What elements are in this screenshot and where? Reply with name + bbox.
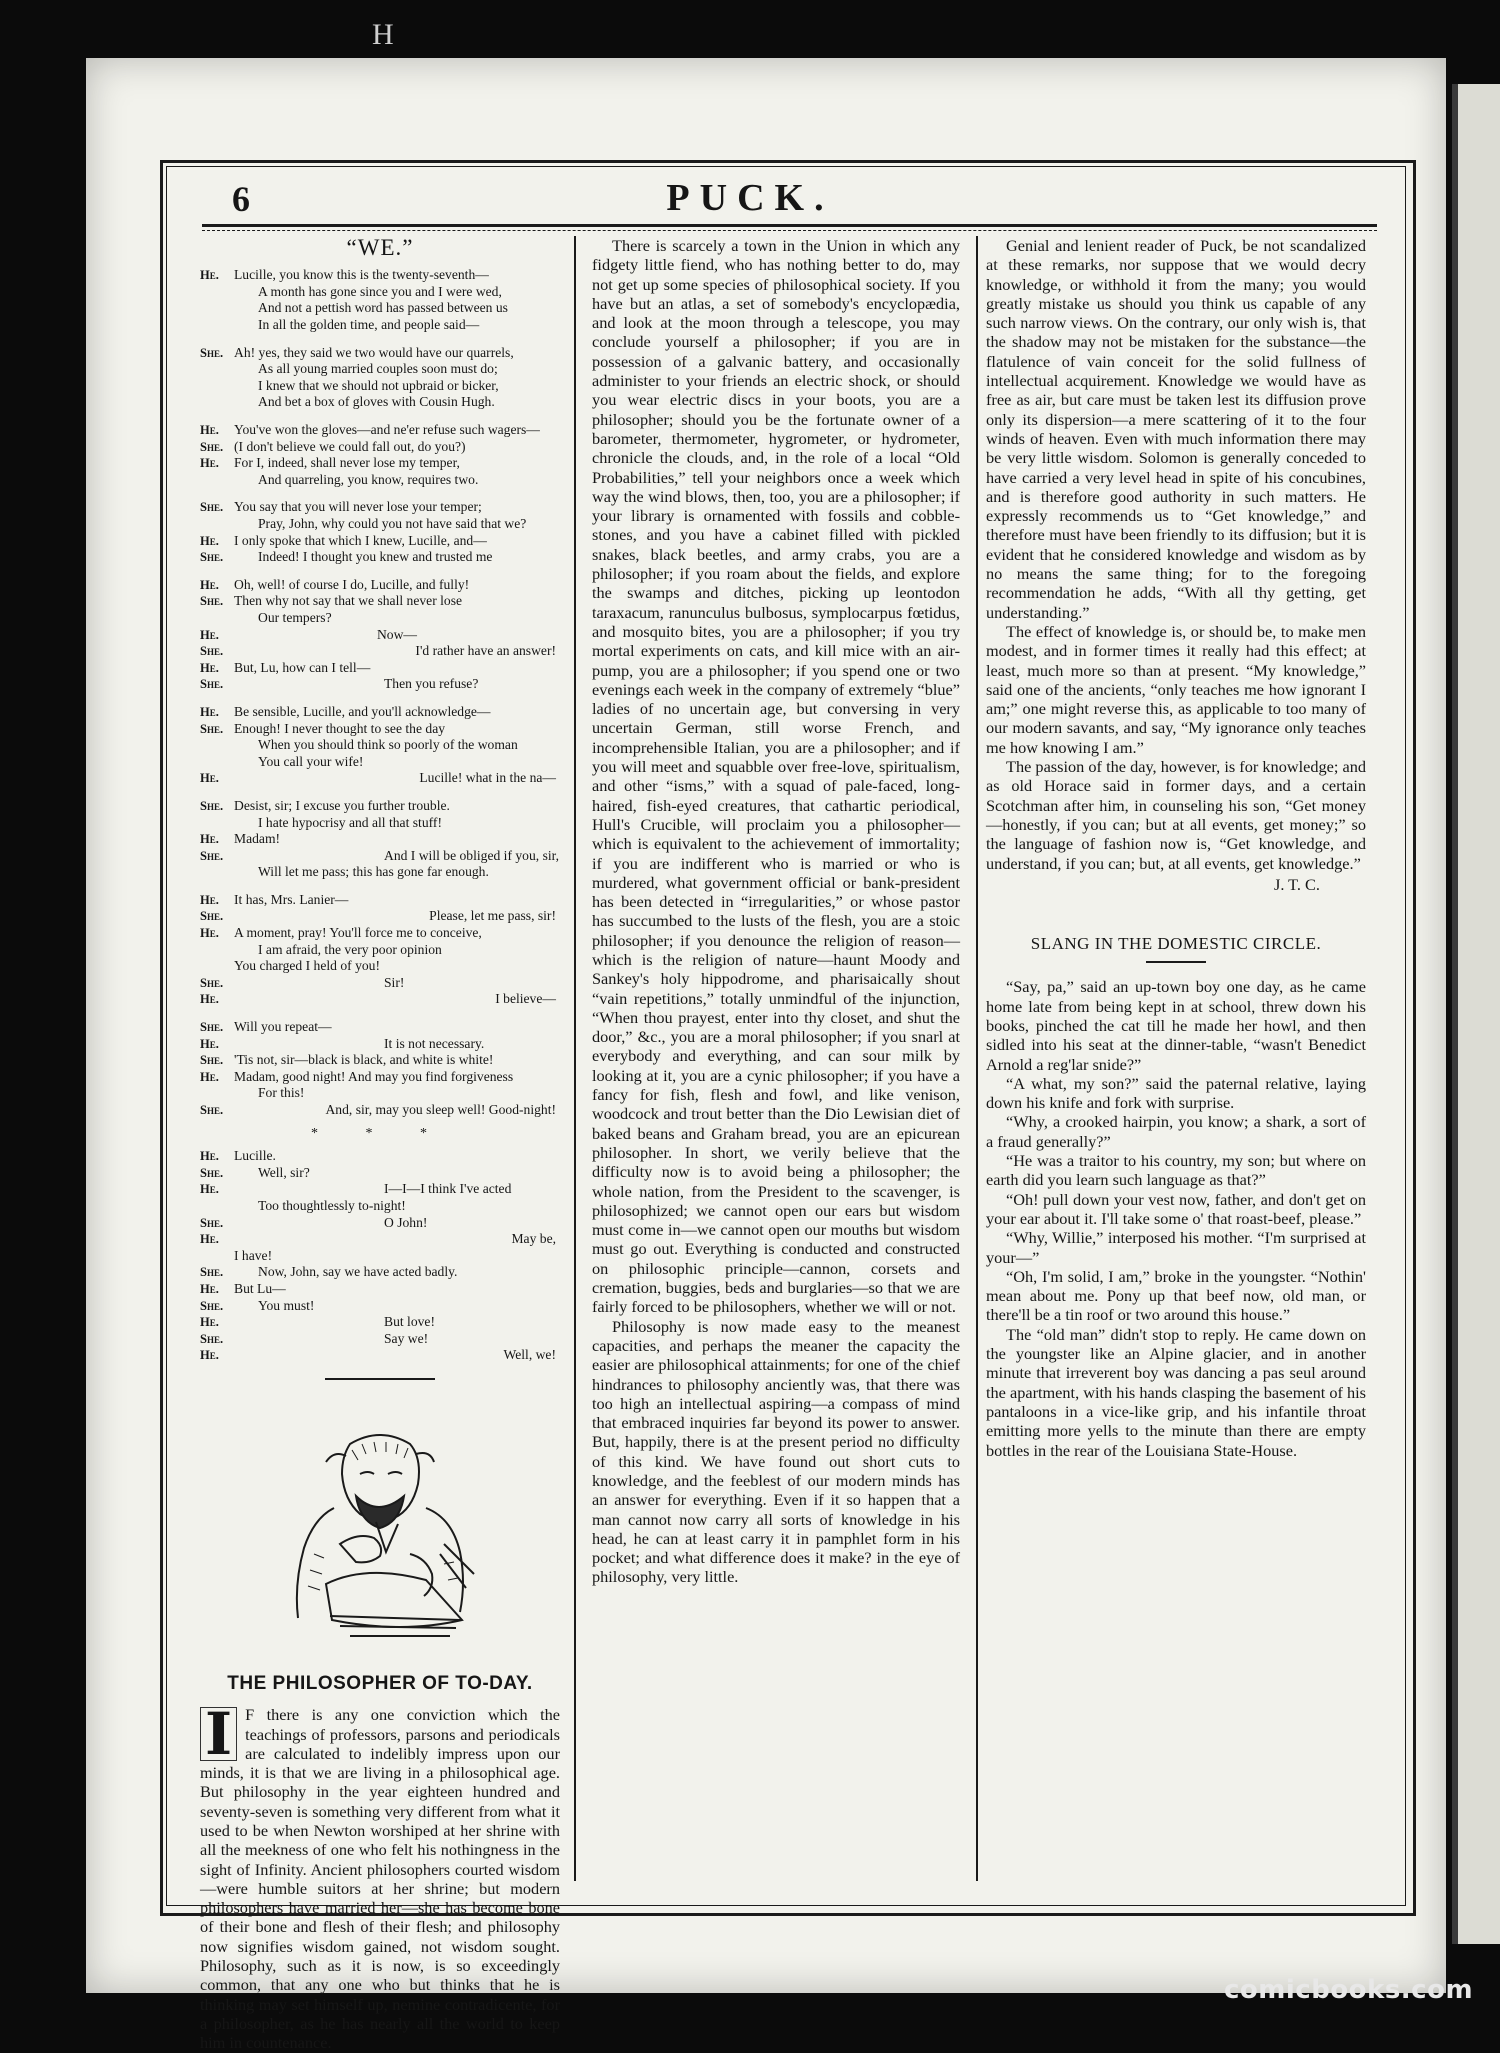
speaker-label: She.: [200, 1053, 224, 1068]
speaker-label: [200, 610, 234, 627]
poem-line: [200, 815, 560, 832]
drop-cap: I: [200, 1707, 237, 1761]
slang-paragraph: “He was a traitor to his country, my son; but where on earth did you learn such language as that?”: [986, 1151, 1366, 1190]
page-number: 6: [232, 179, 250, 219]
poem-line-text: A moment, pray! You'll force me to conceive,: [234, 925, 482, 941]
slang-paragraph: The “old man” didn't stop to reply. He came down on the youngster like an Alpine glacier, and in another minute that irreverent boy was dancing a pas seul around the apartment, with his hands clasping the basement of his pantaloons in a vice-like grip, and his infantile throat emitting more yells to the minute than there are empty bottles in the rear of the Louisiana State-House.: [986, 1324, 1366, 1460]
poem-line: [200, 1298, 560, 1315]
poem-line: [200, 958, 560, 975]
poem-line: [200, 378, 560, 395]
poem-line-text: Now—: [376, 626, 418, 642]
column-3: [986, 236, 1366, 1460]
separator-rule: [325, 1378, 435, 1380]
poem-line: [200, 1165, 560, 1182]
poem-title: “WE.”: [346, 235, 414, 260]
speaker-label: She.: [200, 975, 224, 990]
poem-line: [200, 394, 560, 411]
speaker-label: She.: [200, 1103, 224, 1118]
poem-line: [200, 1036, 560, 1053]
poem-line: [200, 1085, 560, 1102]
poem-line-text: For I, indeed, shall never lose my temper,: [234, 455, 460, 471]
poem-line: [200, 516, 560, 533]
poem-line-text: It is not necessary.: [384, 1035, 485, 1051]
column-rule: [976, 236, 978, 1881]
poem-line-text: Enough! I never thought to see the day: [234, 720, 446, 736]
poem-stanza: [200, 798, 560, 881]
speaker-label: [200, 317, 234, 334]
slang-title: SLANG IN THE DOMESTIC CIRCLE.: [1030, 934, 1322, 954]
poem-line-text: Well, sir?: [258, 1164, 310, 1180]
column-rule: [574, 236, 576, 1881]
speaker-label: She.: [200, 345, 224, 360]
poem-line-text: Desist, sir; I excuse you further trouble.: [234, 797, 450, 813]
poem-line-text: I only spoke that which I knew, Lucille, and—: [234, 532, 487, 548]
speaker-label: [200, 516, 234, 533]
speaker-label: She.: [200, 1020, 224, 1035]
poem-line: [200, 577, 560, 594]
speaker-label: She.: [200, 644, 224, 659]
speaker-label: He.: [200, 1281, 219, 1296]
speaker-label: She.: [200, 1165, 224, 1180]
poem-line: [200, 942, 560, 959]
poem-line-text: And not a pettish word has passed between us: [258, 300, 508, 316]
poem-line-text: Then you refuse?: [384, 676, 479, 692]
speaker-label: He.: [200, 832, 219, 847]
poem-line-text: You call your wife!: [258, 753, 364, 769]
speaker-label: He.: [200, 1232, 219, 1247]
poem-line: [200, 610, 560, 627]
poem-line-text: 'Tis not, sir—black is black, and white is white!: [234, 1052, 494, 1068]
poem-line: [200, 627, 560, 644]
speaker-label: He.: [200, 533, 219, 548]
poem-stanza: [200, 892, 560, 1008]
speaker-label: She.: [200, 550, 224, 565]
philosopher-illustration: [230, 1404, 530, 1664]
speaker-label: [200, 1085, 234, 1102]
poem-line: [200, 676, 560, 693]
poem-line: [200, 721, 560, 738]
essay-paragraph-5: The effect of knowledge is, or should be, to make men modest, and in former times it really had this effect; at least, much more so than at present. “My knowledge,” said one of the ancients, “only teaches me how ignorant I am;” one might reverse this, as applicable to too many of our modern savants, and say, “My ignorance only teaches me how knowing I am.”: [986, 621, 1366, 757]
essay-paragraph-2: There is scarcely a town in the Union in which any fidgety little fiend, who has nothing better to do, may not get up some species of philosophical society. If you have but an atlas, a set of somebody's encyclopædia, and look at the moon through a telescope, you may conclude yourself a philosopher; if you are in possession of a galvanic battery, and occasionally administer to your friends an electric shock, or should you wear electric discs in your boots, you are a philosopher; should you be the fortunate owner of a barometer, thermometer, hygrometer, or hydrometer, chronicle the clouds, and, in the role of a local “Old Probabilities,” tell your neighbors once a week which way the wind blows, then, too, you are a philosopher; if your library is ornamented with fossils and cobble-stones, and you have a cabinet filled with pickled snakes, black beetles, and army crabs, you are a philosopher; if you roam about the fields, and explore the swamps and ditches, picking up leontodon taraxacum, ranunculus bulbosus, symplocarpus fœtidus, and mosquito bites, you are a philosopher; if you try mortal experiments on cats, and kill mice with an air-pump, you are a philosopher; if you spend one or two evenings each week in the company of extremely “blue” ladies of no uncertain age, but conversing in very uncertain German, still worse French, and incomprehensible Italian, you are a philosopher; and if you will meet and squabble over free-love, spiritualism, and other “isms,” with a squad of pale-faced, long-haired, fish-eyed creatures, that cathartic periodical, Hull's Crucible, will proclaim you a philosopher—which is equivalent to the achievement of immortality; if you are indifferent who is married or who is murdered, what government official or bank-president has been detected in “irregularities,” or whose pastor has succumbed to the lusts of the flesh, you are a stoic philosopher; if you denounce the religion of reason—which is the religion of nature—haunt Moody and Sankey's holy hippodrome, and pharisaically shout “vain repetitions,” totally unmindful of the injunction, “When thou prayest, enter into thy closet, and shut the door,” &c., you are a moral philosopher; if you snarl at everybody and everything, and can sour milk by looking at it, you are a cynic philosopher; if you have a fancy for fish, flesh and fowl, and like venison, woodcock and trout better than the Dio Lewisian diet of baked beans and Graham bread, you are an epicurean philosopher. In short, we verily believe that the difficulty now is to avoid being a philosopher; the whole nation, from the President to the scavenger, is philosophized; we cannot open our ears but wisdom must come in—we cannot open our mouths but wisdom must go out. Everything is conducted and constructed on philosophic principle—cannon, corsets and cremation, buggies, beds and burglaries—so that we are fairly forced to be philosophers, whether we will or not.: [592, 236, 960, 1317]
poem-line: [200, 1281, 560, 1298]
speaker-label: She.: [200, 594, 224, 609]
essay-title: THE PHILOSOPHER OF TO-DAY.: [227, 1672, 533, 1694]
poem-body: [200, 267, 560, 1364]
poem-line: [200, 1248, 560, 1265]
speaker-label: He.: [200, 268, 219, 283]
poem-line: [200, 1347, 560, 1364]
poem-line: [200, 1181, 560, 1198]
poem-line-text: When you should think so poorly of the woman: [258, 737, 518, 753]
poem-line-text: Ah! yes, they said we two would have our quarrels,: [234, 344, 514, 360]
essay-signature: J. T. C.: [1274, 874, 1320, 894]
poem-line-text: (I don't believe we could fall out, do you?): [234, 438, 466, 454]
poem-line-text: Pray, John, why could you not have said that we?: [258, 516, 527, 532]
poem-stanza: [200, 1019, 560, 1119]
speaker-label: He.: [200, 1348, 219, 1363]
poem-line: [200, 991, 560, 1008]
poem-line: [200, 472, 560, 489]
speaker-label: [200, 394, 234, 411]
poem-line: [200, 892, 560, 909]
poem-line: [200, 1198, 560, 1215]
poem-line: [200, 499, 560, 516]
speaker-label: He.: [200, 1149, 219, 1164]
slang-paragraph: “Oh, I'm solid, I am,” broke in the youngster. “Nothin' mean about me. Pony up that beef now, old man, or there'll be a tin roof or two around this house.”: [986, 1266, 1366, 1325]
essay-paragraph-6: The passion of the day, however, is for knowledge; and as old Horace said in former days, and a certain Scotchman after him, in counseling his son, “Get money—honestly, if you can; but at all events, get money;” so the language of fashion now is, “Get knowledge, and understand, if you can; but, at all events, get knowledge.”: [986, 757, 1366, 873]
poem-line-text: I believe—: [495, 991, 556, 1007]
speaker-label: He.: [200, 926, 219, 941]
speaker-label: He.: [200, 892, 219, 907]
slang-paragraph: “Oh! pull down your vest now, father, and don't get on your ear about it. I'll take some o' that roast-beef, please.”: [986, 1189, 1366, 1228]
poem-line-text: Madam!: [234, 831, 281, 847]
poem-line: [200, 908, 560, 925]
poem-line: [200, 1264, 560, 1281]
speaker-label: He.: [200, 1315, 219, 1330]
speaker-label: He.: [200, 660, 219, 675]
header-rule: [202, 224, 1377, 227]
poem-line: [200, 864, 560, 881]
poem-line-text: Will let me pass; this has gone far enough.: [258, 864, 489, 880]
speaker-label: She.: [200, 848, 224, 863]
poem-stanza: [200, 345, 560, 411]
poem-line: [200, 1314, 560, 1331]
speaker-label: He.: [200, 1069, 219, 1084]
poem-line: [200, 975, 560, 992]
speaker-label: He.: [200, 704, 219, 719]
poem-line-text: But, Lu, how can I tell—: [234, 659, 371, 675]
poem-line-text: And bet a box of gloves with Cousin Hugh.: [258, 394, 495, 410]
poem-line-text: And quarreling, you know, requires two.: [258, 471, 479, 487]
poem-line: [200, 925, 560, 942]
poem-line: [200, 704, 560, 721]
poem-stanza: [200, 422, 560, 488]
poem-line-text: Well, we!: [503, 1347, 556, 1363]
slang-paragraph: “Say, pa,” said an up-town boy one day, as he came home late from being kept in at school, threw down his books, pinched the cat till he made her howl, and then sidled into his seat at the dinner-table, “wasn't Benedict Arnold a reg'lar snide?”: [986, 977, 1366, 1074]
header-rule-dotted: [202, 230, 1377, 231]
poem-line: [200, 549, 560, 566]
speaker-label: [200, 1198, 234, 1215]
speaker-label: She.: [200, 500, 224, 515]
poem-stanza: [200, 577, 560, 693]
poem-stanza: [200, 704, 560, 787]
next-page-edge: [1452, 84, 1500, 1944]
speaker-label: He.: [200, 627, 219, 642]
masthead: PUCK.: [666, 177, 834, 219]
poem-line: [200, 1231, 560, 1248]
poem-line-text: In all the golden time, and people said—: [258, 317, 480, 333]
poem-line-text: I knew that we should not upbraid or bicker,: [258, 377, 499, 393]
scan-mark: H: [372, 18, 396, 51]
poem-line-text: You've won the gloves—and ne'er refuse such wagers—: [234, 422, 540, 438]
speaker-label: [200, 737, 234, 754]
speaker-label: She.: [200, 721, 224, 736]
poem-line-text: Now, John, say we have acted badly.: [258, 1264, 458, 1280]
poem-line-text: Be sensible, Lucille, and you'll acknowledge—: [234, 703, 491, 719]
speaker-label: [200, 361, 234, 378]
poem-stanza: [200, 1148, 560, 1364]
speaker-label: She.: [200, 1298, 224, 1313]
slang-body: [986, 977, 1366, 1459]
speaker-label: [200, 754, 234, 771]
essay-paragraph-4: Genial and lenient reader of Puck, be not scandalized at these remarks, nor suppose that we would decry knowledge, or withhold it from the many; you would greatly mistake us should you think us capable of any such narrow views. On the contrary, our only wish is, that the shadow may not be mistaken for the substance—the flatulence of vain conceit for the solid fullness of intellectual acquirement. Knowledge we would have as free as air, but care must be taken lest its diffusion prove only its dispersion—a mere scattering of it to the four winds of heaven. Even with much information there may be very little wisdom. Solomon is generally conceded to have carried a very level head in spite of his concubines, and is therefore good authority in such matters. He expressly recommends us to “Get knowledge,” and therefore must have been friendly to its diffusion; but it is evident that he considered knowledge and wisdom as by no means the same thing; for to the foregoing recommendation he adds, “With all thy getting, get understanding.”: [986, 236, 1366, 622]
speaker-label: He.: [200, 577, 219, 592]
speaker-label: She.: [200, 909, 224, 924]
poem-line-text: May be,: [511, 1231, 556, 1247]
poem-line: [200, 300, 560, 317]
column-1: [200, 236, 560, 2053]
poem-line-text: Lucille! what in the na—: [419, 770, 556, 786]
speaker-label: He.: [200, 423, 219, 438]
speaker-label: [200, 958, 234, 975]
poem-line: [200, 422, 560, 439]
poem-line: [200, 455, 560, 472]
poem-line-text: A month has gone since you and I were wed,: [258, 283, 502, 299]
poem-line-text: Our tempers?: [258, 609, 332, 625]
poem-line: [200, 848, 560, 865]
column-2: [592, 236, 960, 1587]
poem-line: [200, 439, 560, 456]
poem-line: [200, 1102, 560, 1119]
speaker-label: [200, 300, 234, 317]
poem-line: [200, 660, 560, 677]
speaker-label: [200, 472, 234, 489]
poem-line-text: Then why not say that we shall never lose: [234, 593, 463, 609]
poem-line: [200, 1019, 560, 1036]
poem-line-text: You charged I held of you!: [234, 958, 380, 974]
poem-line-text: Indeed! I thought you knew and trusted me: [258, 549, 493, 565]
speaker-label: She.: [200, 677, 224, 692]
speaker-label: She.: [200, 1265, 224, 1280]
poem-line-text: I hate hypocrisy and all that stuff!: [258, 814, 442, 830]
speaker-label: She.: [200, 439, 224, 454]
poem-line-text: I am afraid, the very poor opinion: [258, 941, 442, 957]
speaker-label: He.: [200, 992, 219, 1007]
speaker-label: She.: [200, 1331, 224, 1346]
poem-line-text: Say we!: [384, 1330, 429, 1346]
poem-line-text: Lucille.: [234, 1148, 276, 1164]
poem-line: [200, 1148, 560, 1165]
poem-line-text: Lucille, you know this is the twenty-seventh—: [234, 267, 489, 283]
speaker-label: [200, 284, 234, 301]
stars-divider: * * *: [311, 1125, 449, 1141]
speaker-label: [200, 942, 234, 959]
speaker-label: [200, 378, 234, 395]
poem-line: [200, 754, 560, 771]
poem-line-text: It has, Mrs. Lanier—: [234, 891, 349, 907]
speaker-label: [200, 1248, 234, 1265]
poem-line: [200, 1331, 560, 1348]
poem-line: [200, 361, 560, 378]
separator-rule: [1146, 961, 1206, 963]
speaker-label: [200, 864, 234, 881]
slang-paragraph: “A what, my son?” said the paternal relative, laying down his knife and fork with surprise.: [986, 1073, 1366, 1113]
poem-line: [200, 643, 560, 660]
poem-line: [200, 798, 560, 815]
poem-line: [200, 770, 560, 787]
poem-line: [200, 1215, 560, 1232]
poem-line-text: Oh, well! of course I do, Lucille, and fully!: [234, 576, 470, 592]
speaker-label: [200, 815, 234, 832]
poem-line: [200, 1069, 560, 1086]
poem-line-text: Sir!: [384, 974, 405, 990]
poem-line-text: As all young married couples soon must do;: [258, 361, 498, 377]
essay-paragraph-1-text: F there is any one conviction which the teachings of professors, parsons and periodicals are calculated to indelibly impress upon our minds, it is that we are living in a philosophical age. But philosophy in the year eighteen hundred and seventy-seven is something very different from what it used to be when Newton worshiped at her shrine with all the meekness of one who felt his nothingness in the sight of Infinity. Ancient philosophers courted wisdom—were humble suitors at her shrine; but modern philosophers have married her—she has become bone of their bone and flesh of their flesh; and philosophy now signifies wisdom gained, not wisdom sought. Philosophy, such as it is now, is so exceedingly common, that any one who but thinks that he is thinking may set himself up, nemine contradicente, for a philosopher, as he has nearly all the world to keep him in countenance.: [200, 1705, 560, 2053]
slang-paragraph: “Why, Willie,” interposed his mother. “I'm surprised at your—”: [986, 1228, 1366, 1267]
watermark: comicbooks.com: [1224, 1975, 1474, 2005]
poem-line-text: Madam, good night! And may you find forgiveness: [234, 1068, 514, 1084]
poem-line: [200, 345, 560, 362]
speaker-label: She.: [200, 798, 224, 813]
poem-line-text: I have!: [234, 1247, 273, 1263]
poem-line: [200, 317, 560, 334]
speaker-label: He.: [200, 456, 219, 471]
poem-stanza: [200, 499, 560, 565]
poem-line: [200, 1052, 560, 1069]
speaker-label: She.: [200, 1215, 224, 1230]
poem-line-text: Will you repeat—: [234, 1019, 332, 1035]
speaker-label: He.: [200, 1036, 219, 1051]
poem-line-text: I—I—I think I've acted: [384, 1181, 512, 1197]
speaker-label: He.: [200, 1182, 219, 1197]
slang-paragraph: “Why, a crooked hairpin, you know; a shark, a sort of a fraud generally?”: [986, 1112, 1366, 1151]
essay-paragraph-1: [200, 1700, 560, 2053]
poem-line-text: You must!: [258, 1297, 315, 1313]
poem-line: [200, 284, 560, 301]
essay-paragraph-3: Philosophy is now made easy to the meanest capacities, and perhaps the meaner the capacity the easier are philosophical attainments; for one of the chief hindrances to philosophy anciently was, that there was too high an intellectual aspiring—a compass of mind that embraced inquiries far beyond its power to answer. But, happily, there is at the present period no difficulty of this kind. We have found out short cuts to knowledge, and the feeblest of our modern minds has an answer for everything. Even if it so happen that a man cannot now carry all sorts of knowledge in his head, he can at least carry it in pamphlet form in his pocket; and what difference does it make? in the eye of philosophy, very little.: [592, 1316, 960, 1587]
speaker-label: He.: [200, 771, 219, 786]
poem-line: [200, 831, 560, 848]
poem-line-text: O John!: [384, 1214, 428, 1230]
poem-line-text: But Lu—: [234, 1280, 286, 1296]
poem-line-text: You say that you will never lose your temper;: [234, 499, 482, 515]
poem-line: [200, 593, 560, 610]
poem-line: [200, 737, 560, 754]
poem-line: [200, 533, 560, 550]
poem-line-text: And, sir, may you sleep well! Good-night!: [325, 1102, 556, 1118]
poem-line-text: For this!: [258, 1085, 305, 1101]
poem-line-text: Please, let me pass, sir!: [429, 908, 556, 924]
poem-line-text: But love!: [384, 1314, 435, 1330]
poem-stanza: [200, 267, 560, 333]
poem-line-text: Too thoughtlessly to-night!: [258, 1197, 406, 1213]
poem-line-text: And I will be obliged if you, sir,: [384, 847, 560, 863]
poem-line-text: I'd rather have an answer!: [415, 643, 556, 659]
poem-line: [200, 267, 560, 284]
